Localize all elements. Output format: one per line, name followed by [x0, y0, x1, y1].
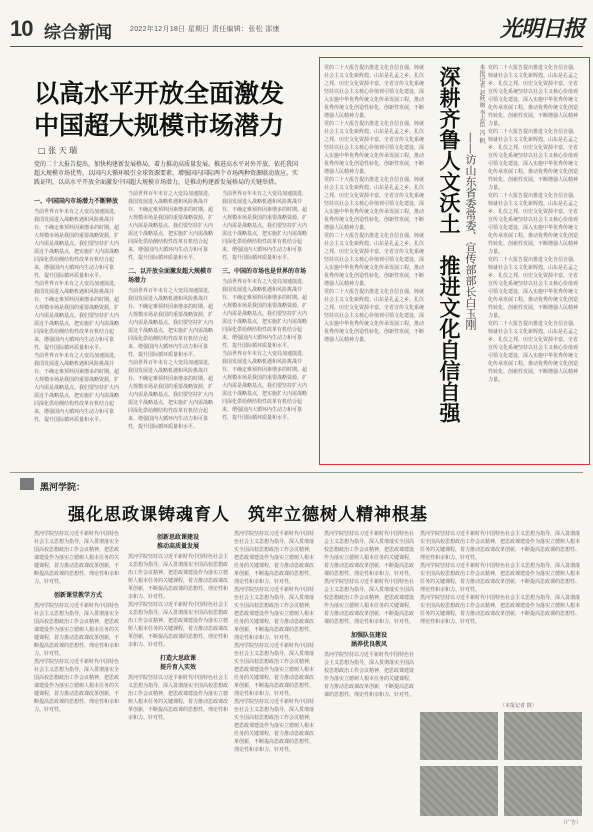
bottom-subhead: 加强队伍建设 涵养优良教风 [350, 632, 387, 648]
bottom-body: 黑河学院坚持以习近平新时代中国特色社会主义思想为指导，深入贯彻落实全国高校思想政治工作会议精神，把思政课建设作为落实立德树人根本任务的关键课程，着力推动思政课改革创新，不断提高思政课的思想性、理论性和亲和力、针对性。 [128, 602, 228, 648]
subhead-1: 一、中国国内市场潜力不断释放 [34, 198, 119, 205]
bottom-body: 黑河学院坚持以习近平新时代中国特色社会主义思想为指导，深入贯彻落实全国高校思想政治工作会议精神，把思政课建设作为落实立德树人根本任务的关键课程，着力推动思政课改革创新，不断提高思政课的思想性、理论性和亲和力、针对性。 [128, 554, 228, 600]
main-byline: □ 张 天 瑞 [38, 146, 78, 155]
bottom-column-4 [324, 530, 414, 820]
main-column-3 [222, 190, 310, 460]
body-text: 当前世界百年未有之大变局加速演进，我国发展进入战略机遇和风险挑战并存、不确定难预料因素增多的时期。超大规模市场是我国的重要战略资源，扩大内需是战略基点。我们要坚持扩大内需这个战略基点，把实施扩大内需战略同深化供给侧结构性改革有机结合起来，增强国内大循环内生动力和可靠性，提升国际循环质量和水平。 [222, 279, 308, 349]
main-column-2 [128, 190, 216, 460]
subhead-2: 二、以开放全面激发超大规模市场潜力 [128, 268, 213, 284]
bottom-body: 黑河学院坚持以习近平新时代中国特色社会主义思想为指导，深入贯彻落实全国高校思想政治工作会议精神，把思政课建设作为落实立德树人根本任务的关键课程，着力推动思政课改革创新，不断提高思政课的思想性、理论性和亲和力、针对性。 [324, 652, 414, 698]
masthead-rule [10, 46, 583, 47]
bottom-column-3 [234, 530, 318, 820]
feature-body: 党的二十大报告提出推进文化自信自强，铸就社会主义文化新辉煌。山东是孔孟之乡、礼仪之邦，历史文化资源丰富。全省宣传文化系统坚持以社会主义核心价值观引领文化建设，深入实施中华优秀传统文化传承发展工程，推动优秀传统文化创造性转化、创新性发展，不断增强人民精神力量。 [324, 289, 425, 343]
feature-body: 党的二十大报告提出推进文化自信自强，铸就社会主义文化新辉煌。山东是孔孟之乡、礼仪之邦，历史文化资源丰富。全省宣传文化系统坚持以社会主义核心价值观引领文化建设，深入实施中华优秀传统文化传承发展工程，推动优秀传统文化创造性转化、创新性发展，不断增强人民精神力量。 [488, 65, 579, 127]
bottom-body: 黑河学院坚持以习近平新时代中国特色社会主义思想为指导，深入贯彻落实全国高校思想政治工作会议精神，把思政课建设作为落实立德树人根本任务的关键课程，着力推动思政课改革创新，不断提高思政课的思想性、理论性和亲和力、针对性。 [420, 531, 581, 561]
section-title: 综合新闻 [44, 23, 112, 43]
feature-body: 党的二十大报告提出推进文化自信自强，铸就社会主义文化新辉煌。山东是孔孟之乡、礼仪之邦，历史文化资源丰富。全省宣传文化系统坚持以社会主义核心价值观引领文化建设，深入实施中华优秀传统文化传承发展工程，推动优秀传统文化创造性转化、创新性发展，不断增强人民精神力量。 [488, 321, 579, 383]
photo-caption: （本报记者 摄） [500, 703, 537, 709]
main-headline [34, 78, 304, 142]
body-text: 当前世界百年未有之大变局加速演进，我国发展进入战略机遇和风险挑战并存、不确定难预料因素增多的时期。超大规模市场是我国的重要战略资源，扩大内需是战略基点。我们要坚持扩大内需这个战略基点，把实施扩大内需战略同深化供给侧结构性改革有机结合起来，增强国内大循环内生动力和可靠性，提升国际循环质量和水平。 [222, 351, 308, 421]
bottom-body: 黑河学院坚持以习近平新时代中国特色社会主义思想为指导，深入贯彻落实全国高校思想政治工作会议精神，把思政课建设作为落实立德树人根本任务的关键课程，着力推动思政课改革创新，不断提高思政课的思想性、理论性和亲和力、针对性。 [324, 579, 414, 625]
bottom-column-1 [34, 530, 122, 820]
feature-title: 深耕齐鲁人文沃土 推进文化自信自强 [437, 66, 462, 423]
bottom-subhead: 创新课堂教学方式 [53, 592, 102, 599]
bottom-column-2 [128, 530, 228, 820]
feature-body: 党的二十大报告提出推进文化自信自强，铸就社会主义文化新辉煌。山东是孔孟之乡、礼仪之邦，历史文化资源丰富。全省宣传文化系统坚持以社会主义核心价值观引领文化建设，深入实施中华优秀传统文化传承发展工程，推动优秀传统文化创造性转化、创新性发展，不断增强人民精神力量。 [488, 129, 579, 191]
feature-byline: 本报记者 赵秋丽 李志臣 冯 帆 [478, 64, 485, 144]
body-text: 当前世界百年未有之大变局加速演进，我国发展进入战略机遇和风险挑战并存、不确定难预料因素增多的时期。超大规模市场是我国的重要战略资源，扩大内需是战略基点。我们要坚持扩大内需这个战略基点，把实施扩大内需战略同深化供给侧结构性改革有机结合起来，增强国内大循环内生动力和可靠性，提升国际循环质量和水平。 [34, 209, 120, 279]
feature-body: 党的二十大报告提出推进文化自信自强，铸就社会主义文化新辉煌。山东是孔孟之乡、礼仪之邦，历史文化资源丰富。全省宣传文化系统坚持以社会主义核心价值观引领文化建设，深入实施中华优秀传统文化传承发展工程，推动优秀传统文化创造性转化、创新性发展，不断增强人民精神力量。 [324, 233, 425, 287]
bottom-body: 黑河学院坚持以习近平新时代中国特色社会主义思想为指导，深入贯彻落实全国高校思想政治工作会议精神，把思政课建设作为落实立德树人根本任务的关键课程，着力推动思政课改革创新，不断提高思政课的思想性、理论性和亲和力、针对性。 [234, 587, 315, 641]
footer-note: （广告） [560, 820, 581, 826]
photo-students [420, 766, 498, 816]
bottom-body: 黑河学院坚持以习近平新时代中国特色社会主义思想为指导，深入贯彻落实全国高校思想政治工作会议精神，把思政课建设作为落实立德树人根本任务的关键课程，着力推动思政课改革创新，不断提高思政课的思想性、理论性和亲和力、针对性。 [128, 675, 228, 721]
body-text: 当前世界百年未有之大变局加速演进，我国发展进入战略机遇和风险挑战并存、不确定难预料因素增多的时期。超大规模市场是我国的重要战略资源，扩大内需是战略基点。我们要坚持扩大内需这个战略基点，把实施扩大内需战略同深化供给侧结构性改革有机结合起来，增强国内大循环内生动力和可靠性，提升国际循环质量和水平。 [222, 191, 308, 261]
masthead [0, 0, 593, 48]
feature-body: 党的二十大报告提出推进文化自信自强，铸就社会主义文化新辉煌。山东是孔孟之乡、礼仪之邦，历史文化资源丰富。全省宣传文化系统坚持以社会主义核心价值观引领文化建设，深入实施中华优秀传统文化传承发展工程，推动优秀传统文化创造性转化、创新性发展，不断增强人民精神力量。 [324, 121, 425, 175]
feature-body: 党的二十大报告提出推进文化自信自强，铸就社会主义文化新辉煌。山东是孔孟之乡、礼仪之邦，历史文化资源丰富。全省宣传文化系统坚持以社会主义核心价值观引领文化建设，深入实施中华优秀传统文化传承发展工程，推动优秀传统文化创造性转化、创新性发展，不断增强人民精神力量。 [488, 257, 579, 319]
section-divider [10, 472, 583, 473]
feature-body: 党的二十大报告提出推进文化自信自强，铸就社会主义文化新辉煌。山东是孔孟之乡、礼仪之邦，历史文化资源丰富。全省宣传文化系统坚持以社会主义核心价值观引领文化建设，深入实施中华优秀传统文化传承发展工程，推动优秀传统文化创造性转化、创新性发展，不断增强人民精神力量。 [488, 193, 579, 255]
photo-activity [504, 766, 582, 816]
body-text: 当前世界百年未有之大变局加速演进，我国发展进入战略机遇和风险挑战并存、不确定难预料因素增多的时期。超大规模市场是我国的重要战略资源，扩大内需是战略基点。我们要坚持扩大内需这个战略基点，把实施扩大内需战略同深化供给侧结构性改革有机结合起来，增强国内大循环内生动力和可靠性，提升国际循环质量和水平。 [34, 353, 120, 423]
main-headline-line2: 中国超大规模市场潜力 [34, 111, 285, 140]
feature-body: 党的二十大报告提出推进文化自信自强，铸就社会主义文化新辉煌。山东是孔孟之乡、礼仪之邦，历史文化资源丰富。全省宣传文化系统坚持以社会主义核心价值观引领文化建设，深入实施中华优秀传统文化传承发展工程，推动优秀传统文化创造性转化、创新性发展，不断增强人民精神力量。 [324, 65, 425, 119]
bottom-body: 黑河学院坚持以习近平新时代中国特色社会主义思想为指导，深入贯彻落实全国高校思想政治工作会议精神，把思政课建设作为落实立德树人根本任务的关键课程，着力推动思政课改革创新，不断提高思政课的思想性、理论性和亲和力、针对性。 [420, 595, 581, 625]
bottom-body: 黑河学院坚持以习近平新时代中国特色社会主义思想为指导，深入贯彻落实全国高校思想政治工作会议精神，把思政课建设作为落实立德树人根本任务的关键课程，着力推动思政课改革创新，不断提高思政课的思想性、理论性和亲和力、针对性。 [34, 659, 120, 713]
body-text: 当前世界百年未有之大变局加速演进，我国发展进入战略机遇和风险挑战并存、不确定难预料因素增多的时期。超大规模市场是我国的重要战略资源，扩大内需是战略基点。我们要坚持扩大内需这个战略基点，把实施扩大内需战略同深化供给侧结构性改革有机结合起来，增强国内大循环内生动力和可靠性，提升国际循环质量和水平。 [128, 360, 214, 430]
body-text: 当前世界百年未有之大变局加速演进，我国发展进入战略机遇和风险挑战并存、不确定难预料因素增多的时期。超大规模市场是我国的重要战略资源，扩大内需是战略基点。我们要坚持扩大内需这个战略基点，把实施扩大内需战略同深化供给侧结构性改革有机结合起来，增强国内大循环内生动力和可靠性，提升国际循环质量和水平。 [128, 191, 214, 261]
body-text: 当前世界百年未有之大变局加速演进，我国发展进入战略机遇和风险挑战并存、不确定难预料因素增多的时期。超大规模市场是我国的重要战略资源，扩大内需是战略基点。我们要坚持扩大内需这个战略基点，把实施扩大内需战略同深化供给侧结构性改革有机结合起来，增强国内大循环内生动力和可靠性，提升国际循环质量和水平。 [34, 281, 120, 351]
bottom-body: 黑河学院坚持以习近平新时代中国特色社会主义思想为指导，深入贯彻落实全国高校思想政治工作会议精神，把思政课建设作为落实立德树人根本任务的关键课程，着力推动思政课改革创新，不断提高思政课的思想性、理论性和亲和力、针对性。 [324, 531, 414, 577]
bottom-column-5 [420, 530, 582, 700]
feature-column-right [488, 64, 582, 458]
college-name: 黑河学院： [40, 483, 86, 493]
bottom-body: 黑河学院坚持以习近平新时代中国特色社会主义思想为指导，深入贯彻落实全国高校思想政治工作会议精神，把思政课建设作为落实立德树人根本任务的关键课程，着力推动思政课改革创新，不断提高思政课的思想性、理论性和亲和力、针对性。 [34, 603, 120, 657]
body-text: 当前世界百年未有之大变局加速演进，我国发展进入战略机遇和风险挑战并存、不确定难预料因素增多的时期。超大规模市场是我国的重要战略资源，扩大内需是战略基点。我们要坚持扩大内需这个战略基点，把实施扩大内需战略同深化供给侧结构性改革有机结合起来，增强国内大循环内生动力和可靠性，提升国际循环质量和水平。 [128, 288, 214, 358]
bottom-body: 黑河学院坚持以习近平新时代中国特色社会主义思想为指导，深入贯彻落实全国高校思想政治工作会议精神，把思政课建设作为落实立德树人根本任务的关键课程，着力推动思政课改革创新，不断提高思政课的思想性、理论性和亲和力、针对性。 [234, 531, 315, 585]
photo-classroom [420, 712, 498, 760]
bottom-body: 黑河学院坚持以习近平新时代中国特色社会主义思想为指导，深入贯彻落实全国高校思想政治工作会议精神，把思政课建设作为落实立德树人根本任务的关键课程，着力推动思政课改革创新，不断提高思政课的思想性、理论性和亲和力、针对性。 [420, 563, 581, 593]
main-lede: 党的二十大报告提出，加快构建新发展格局，着力推动高质量发展。推进高水平对外开放，依托我国超大规模市场优势，以国内大循环吸引全球资源要素，增强国内国际两个市场两种资源联动效应。实践证明，以高水平开放全面激发中国超大规模市场潜力，是推动构建新发展格局的关键举措。 [34, 161, 299, 186]
bottom-body: 黑河学院坚持以习近平新时代中国特色社会主义思想为指导，深入贯彻落实全国高校思想政治工作会议精神，把思政课建设作为落实立德树人根本任务的关键课程，着力推动思政课改革创新，不断提高思政课的思想性、理论性和亲和力、针对性。 [234, 699, 315, 753]
subhead-3: 三、中国的市场也是世界的市场 [222, 268, 307, 275]
feature-body: 党的二十大报告提出推进文化自信自强，铸就社会主义文化新辉煌。山东是孔孟之乡、礼仪之邦，历史文化资源丰富。全省宣传文化系统坚持以社会主义核心价值观引领文化建设，深入实施中华优秀传统文化传承发展工程，推动优秀传统文化创造性转化、创新性发展，不断增强人民精神力量。 [324, 177, 425, 231]
page-number: 10 [10, 16, 33, 41]
bottom-banner-headline: 强化思政课铸魂育人 筑牢立德树人精神根基 [68, 505, 428, 525]
bottom-subhead: 创新思政课建设 推动高质量发展 [156, 534, 199, 550]
bottom-subhead: 打造大思政课 提升育人实效 [159, 655, 196, 671]
photo-lecture [504, 712, 582, 760]
main-headline-line1: 以高水平开放全面激发 [34, 79, 285, 108]
issue-meta: 2022年12月18日 星期日 责任编辑：张松 邵康 [130, 26, 280, 33]
feature-subtitle: ——访山东省委常委、宣传部部长白玉刚 [464, 132, 477, 330]
bottom-body: 黑河学院坚持以习近平新时代中国特色社会主义思想为指导，深入贯彻落实全国高校思想政治工作会议精神，把思政课建设作为落实立德树人根本任务的关键课程，着力推动思政课改革创新，不断提高思政课的思想性、理论性和亲和力、针对性。 [34, 531, 120, 585]
bottom-body: 黑河学院坚持以习近平新时代中国特色社会主义思想为指导，深入贯彻落实全国高校思想政治工作会议精神，把思政课建设作为落实立德树人根本任务的关键课程，着力推动思政课改革创新，不断提高思政课的思想性、理论性和亲和力、针对性。 [234, 643, 315, 697]
main-column-1 [34, 190, 122, 460]
feature-column-left [324, 64, 426, 458]
college-logo-icon [20, 478, 34, 490]
newspaper-logo: 光明日报 [500, 16, 585, 42]
